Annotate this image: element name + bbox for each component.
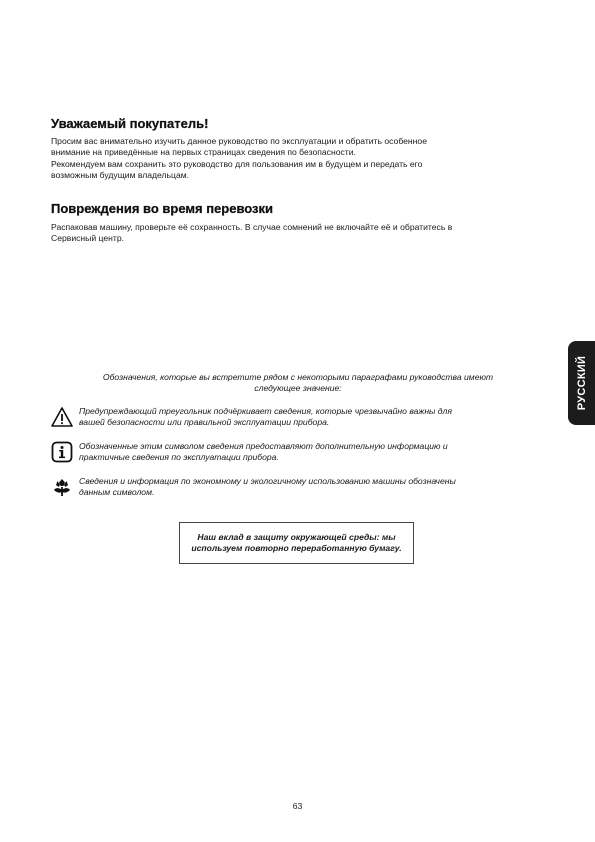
legend-intro-line-2: следующее значение: [254,383,342,394]
language-tab [568,341,595,425]
legend-eco-line-2: данным символом. [79,487,155,498]
greeting-line-1: Просим вас внимательно изучить данное руководство по эксплуатации и обратить особенное [51,136,427,146]
page-number: 63 [292,801,303,811]
eco-note-line-1: Наш вклад в защиту окружающей среды: мы [197,531,396,542]
eco-note-box [179,522,414,564]
transport-paragraph [51,222,537,245]
transport-line-1: Распаковав машину, проверьте её сохранность. В случае сомнений не включайте её и обратитесь в [51,222,453,232]
greeting-line-4: возможным будущим владельцам. [51,170,190,181]
greeting-section [51,116,537,182]
eco-note-line-2: используем повторно переработанную бумагу. [191,543,402,553]
legend-info-line-1: Обозначенные этим символом сведения предоставляют дополнительную информацию и [79,441,448,451]
greeting-line-3: Рекомендуем вам сохранить это руководство для пользования им в будущем и передать его [51,158,423,169]
transport-section [51,201,537,245]
eco-note-text [191,532,401,555]
greeting-line-2: внимание на приведённые на первых страницах сведения по безопасности. [51,147,356,158]
transport-line-2: Сервисный центр. [51,233,124,244]
legend-eco-line-1: Сведения и информация по экономному и экологичному использованию машины обозначены [79,476,456,486]
legend-text-eco [79,476,529,499]
language-tab-label: РУССКИЙ [575,355,588,411]
legend-warning-line-2: вашей безопасности или правильной эксплуатации прибора. [79,417,330,428]
legend-text-info [79,441,529,464]
legend-text-warning [79,406,529,429]
transport-title: Повреждения во время перевозки [51,201,273,216]
legend-info-line-2: практичные сведения по эксплуатации прибора. [79,452,279,463]
greeting-paragraph [51,136,537,182]
eco-flower-icon [51,476,73,498]
info-icon [51,441,73,463]
legend-intro-line-1: Обозначения, которые вы встретите рядом с некоторыми параграфами руководства имеют [102,372,494,382]
legend-intro [70,372,526,395]
warning-triangle-icon [51,406,73,428]
greeting-title: Уважаемый покупатель! [51,116,209,131]
legend-warning-line-1: Предупреждающий треугольник подчёркивает сведения, которые чрезвычайно важны для [79,406,452,416]
